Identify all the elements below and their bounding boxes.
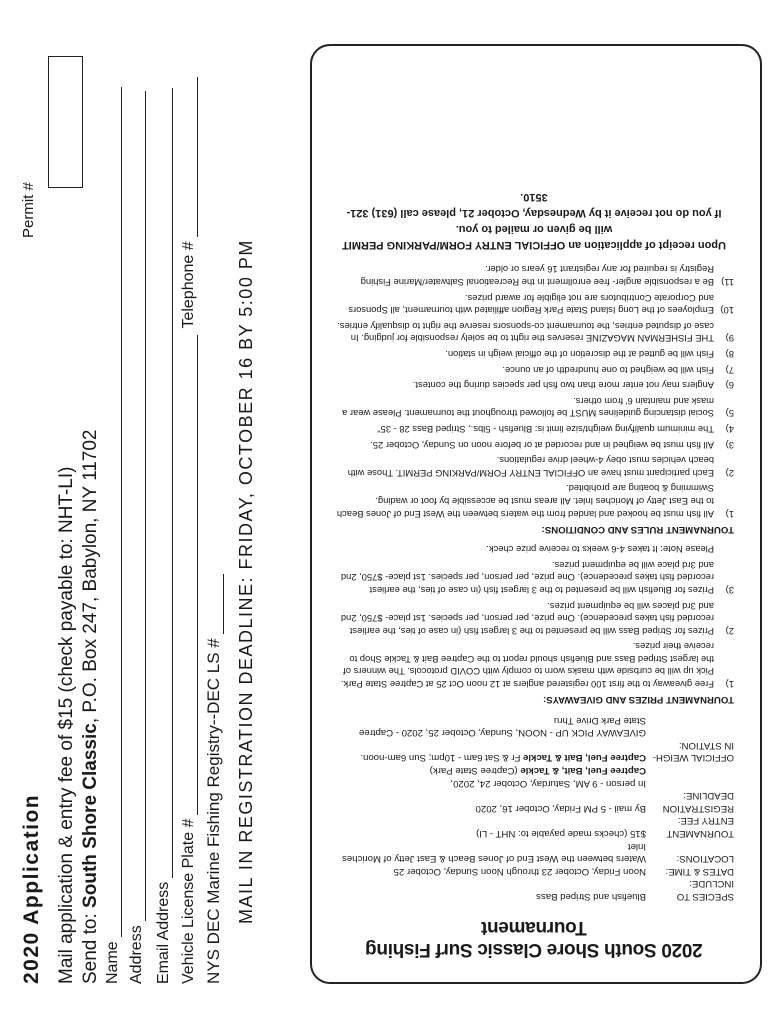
tournament-card-body xyxy=(312,175,760,982)
send-to-line xyxy=(80,430,102,985)
vehicle-label: Vehicle License Plate # xyxy=(180,818,197,984)
closing-line-1: Upon receipt of application an OFFICIAL ENTRY FORM/PARKING PERMIT xyxy=(342,238,726,251)
item-number: 1) xyxy=(725,508,734,520)
item-number: 9) xyxy=(725,333,734,345)
info-row xyxy=(334,864,734,877)
tournament-title: 2020 South Shore Classic Surf Fishing Tournament xyxy=(365,917,703,960)
vehicle-line[interactable] xyxy=(196,335,198,815)
info-row xyxy=(334,763,734,776)
rule-item xyxy=(334,347,734,360)
info-key: REGISTRATION DEADLINE: xyxy=(662,790,734,814)
email-line[interactable] xyxy=(171,88,173,878)
rules-list xyxy=(334,263,734,520)
item-text: Fish will be gutted at the discretion of the official weigh in station. xyxy=(445,349,714,361)
nys-dec-field[interactable] xyxy=(204,570,224,984)
info-row xyxy=(334,738,734,763)
item-text: THE FISHERMAN MAGAZINE reserves the right to be solely responsible for judging. In case of disputed entries, the tournament co-sponsors reserve the right to disqualify entries. xyxy=(337,320,714,345)
send-prefix: Send to: xyxy=(80,907,101,984)
item-text: All fish must be weighed in and recorded at or before noon on Sunday, October 25. xyxy=(370,439,714,451)
registration-deadline: MAIL IN REGISTRATION DEADLINE: FRIDAY, OCTOBER 16 BY 5:00 PM xyxy=(236,239,256,924)
mail-instructions xyxy=(56,467,78,984)
info-row xyxy=(334,776,734,789)
email-field[interactable] xyxy=(155,88,173,984)
address-field[interactable] xyxy=(128,91,146,984)
item-number: 1) xyxy=(725,679,734,691)
item-number: 3) xyxy=(725,584,734,596)
nys-dec-label: NYS DEC Marine Fishing Registry--DEC LS # xyxy=(204,638,223,984)
item-text: Each participant must have an OFFICIAL ENTRY FORM/PARKING PERMIT. Those with beach vehicles must obey 4-wheel drive regulations. xyxy=(347,455,714,479)
send-address: , P.O. Box 247, Babylon, NY 11702 xyxy=(80,429,101,724)
rule-item xyxy=(334,438,734,451)
item-number: 3) xyxy=(725,439,734,451)
item-number: 5) xyxy=(725,408,734,420)
telephone-label: Telephone # xyxy=(180,241,197,329)
name-field[interactable] xyxy=(104,87,122,984)
info-key: TOURNAMENT ENTRY FEE: xyxy=(666,815,734,840)
send-organization: South Shore Classic xyxy=(80,723,101,908)
name-line[interactable] xyxy=(120,87,122,937)
tournament-card xyxy=(310,44,762,984)
permit-number-box xyxy=(48,56,83,188)
item-number: 2) xyxy=(725,625,734,637)
info-key: OFFICIAL WEIGH-IN STATION: xyxy=(652,739,734,764)
item-text: Prizes for Bluefish will be presented to the 3 largest fish (in case of ties, the earliest recorded fish takes precedence). One prize, per person, per species. 1st place- $750, 2nd and 3rd place will be equipment prizes. xyxy=(340,559,714,596)
rule-item xyxy=(334,482,734,520)
info-key xyxy=(646,776,734,789)
item-number: 2) xyxy=(725,467,734,479)
item-text: Fish will be weighed to one hundredth of an ounce. xyxy=(502,364,714,376)
info-value-bold: Captree Fuel, Bait & Tackle xyxy=(523,752,646,764)
item-number: 4) xyxy=(725,424,734,435)
item-text: Employees of the Long Island State Park Region affiliated with tournament, all Sponsors and Corporate Contributors are not eligible for award prizes. xyxy=(348,292,714,317)
info-row xyxy=(334,789,734,814)
item-text: Free giveaway to the first 100 registered anglers at 12 noon Oct 25 at Captree State Park. Pick up will be curbside with masks worn to comply with COVID protocols. The winners of the largest Striped Bass and Bluefish should report to the Captree Bait & Tackle Shop to receive their prizes. xyxy=(340,641,714,691)
item-text: Anglers may not enter more than two fish per species during the contest. xyxy=(412,380,714,392)
permit-label: Permit # xyxy=(20,182,37,238)
info-key: LOCATIONS: xyxy=(676,853,734,865)
item-number: 10) xyxy=(720,305,734,317)
application-panel xyxy=(0,0,290,1024)
rule-item xyxy=(334,394,734,419)
item-text: Be a responsible angler- free enrollment in the Recreational Saltwater/Marine Fishing Registry is required for any registrant 16 years or older. xyxy=(360,264,714,289)
rule-item xyxy=(334,363,734,376)
info-row xyxy=(334,839,734,864)
tournament-info xyxy=(334,713,734,902)
application-inner xyxy=(0,0,290,1024)
item-text: All fish must be hooked and landed from the waters between the West End of Jones Beach to the East Jetty of Moriches Inlet. All areas must be accessible by foot or wading. Swimming & boating are prohibited. xyxy=(336,483,714,520)
prize-item xyxy=(334,640,734,690)
telephone-line[interactable] xyxy=(196,77,198,237)
mail-line: Mail application & entry fee of $15 (check payable to: NHT-LI) xyxy=(56,466,77,984)
prizes-heading: TOURNAMENT PRIZES AND GIVEAWAYS: xyxy=(542,694,734,706)
rule-item xyxy=(334,422,734,435)
info-value-bold: Captree Fuel, Bait, & Tackle xyxy=(520,765,646,777)
info-row xyxy=(334,814,734,839)
rule-item xyxy=(334,454,734,479)
info-value: Waters between the West End of Jones Beach & East Jetty of Moriches Inlet xyxy=(342,840,646,865)
info-value: GIVEAWAY PICK UP - NOON, Sunday, October 25, 2020 - Captree State Park Drive Thru xyxy=(358,714,646,739)
vehicle-plate-field[interactable] xyxy=(180,77,198,984)
name-label: Name xyxy=(104,941,121,984)
closing-notice xyxy=(334,189,734,253)
prize-note: Please Note: It takes 4-6 weeks to receive prize check. xyxy=(486,544,714,556)
info-value-after: Fr & Sat 6am - 10pm; Sun 6am-noon. xyxy=(360,752,524,764)
rules-heading: TOURNAMENT RULES AND CONDITIONS: xyxy=(541,523,734,535)
info-row xyxy=(334,877,734,902)
info-value xyxy=(334,763,646,776)
info-value: In person - 9 AM, Saturday, October 24, 2020, xyxy=(450,777,646,789)
prize-item xyxy=(334,599,734,637)
prize-item xyxy=(334,558,734,596)
application-title: 2020 Application xyxy=(20,793,43,984)
info-key xyxy=(646,713,734,738)
rule-item xyxy=(334,319,734,344)
address-label: Address xyxy=(128,925,145,984)
info-value: Noon Friday, October 23 through Noon Sunday, October 25 xyxy=(393,865,646,877)
email-label: Email Address xyxy=(155,881,172,984)
item-number: 11) xyxy=(721,277,734,289)
info-value: Bluefish and Striped Bass xyxy=(536,891,646,902)
closing-line-3: If you do not receive it by Wednesday, October 21, please call (631) 321-3510. xyxy=(346,190,722,219)
item-text: Prizes for Striped Bass will be presented to the 3 largest fish (in case of ties, the earliest recorded fish takes precedence). One prize, per person, per species. 1st place- $750, 2nd and 3rd places will be equipment prizes. xyxy=(340,600,714,637)
rule-item xyxy=(334,291,734,316)
item-number: 6) xyxy=(725,380,734,392)
info-value: $15 (checks made payable to: NHT - LI) xyxy=(476,828,646,840)
info-row xyxy=(334,713,734,738)
info-value-after: (Captree State Park) xyxy=(429,765,521,777)
item-text: The minimum qualifying weight/size limit is: Bluefish - 5lbs., Striped Bass 28 - 35" xyxy=(377,424,714,435)
nys-dec-line[interactable] xyxy=(223,574,224,634)
info-key: DATES & TIME: xyxy=(665,865,734,877)
info-value: By mail - 5 PM Friday, October 16, 2020 xyxy=(475,802,646,814)
item-number: 7) xyxy=(725,364,734,376)
info-key xyxy=(646,763,734,776)
rule-item xyxy=(334,379,734,392)
info-value xyxy=(334,738,646,763)
rule-item xyxy=(334,263,734,288)
item-text: Social distancing guidelines MUST be followed throughout the tournament. Please wear a mask and maintain 6' from others. xyxy=(342,395,714,420)
closing-line-2: will be given or mailed to you. xyxy=(455,222,613,235)
prizes-list xyxy=(334,558,734,690)
address-line[interactable] xyxy=(144,91,146,921)
item-number: 8) xyxy=(725,349,734,361)
info-key: SPECIES TO INCLUDE: xyxy=(676,878,734,902)
